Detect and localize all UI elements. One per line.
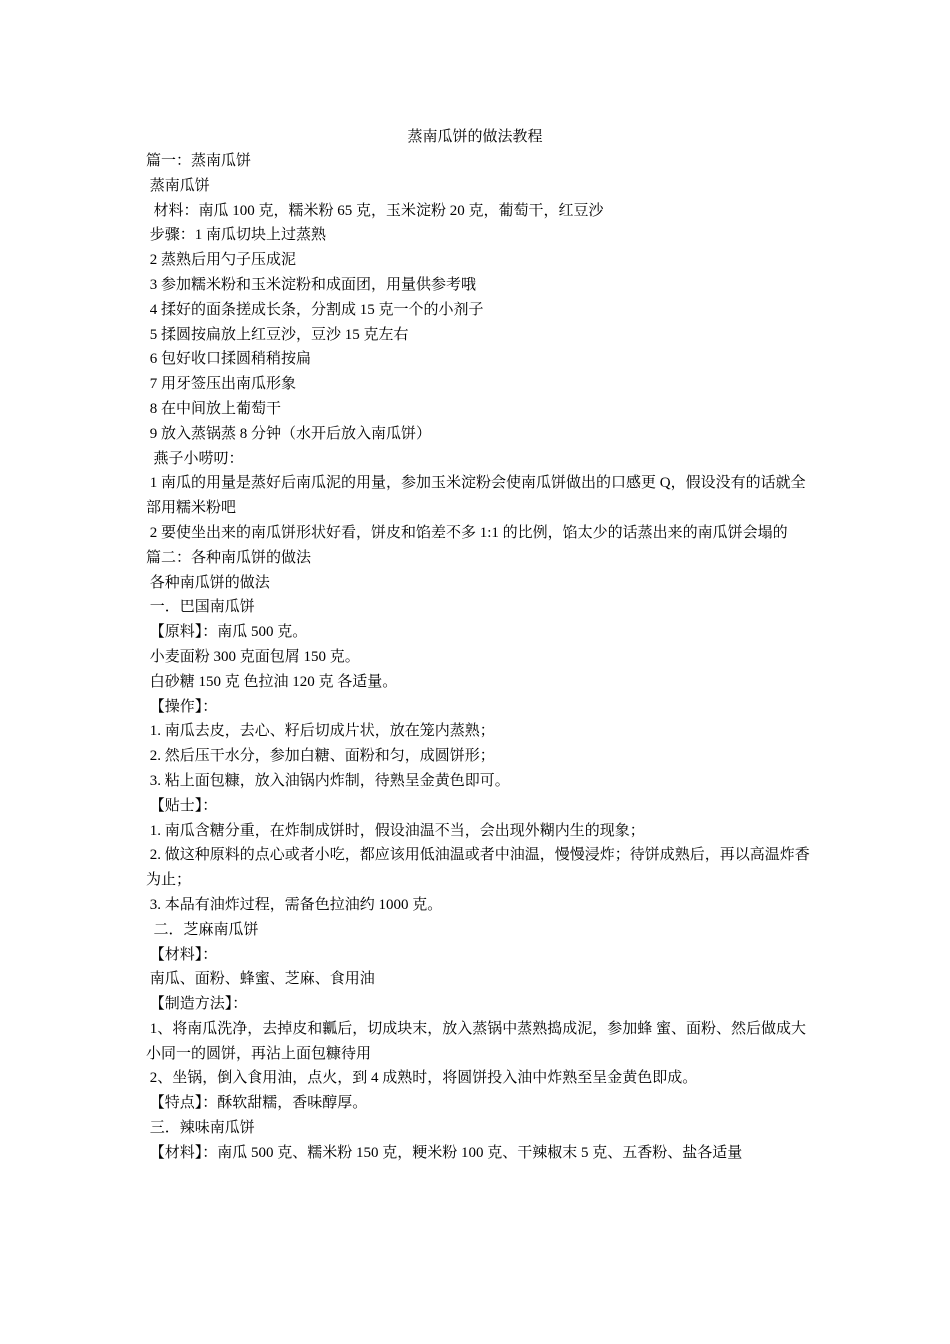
text-line: 【贴士】： (146, 797, 218, 814)
text-line: 【操作】： (146, 698, 218, 715)
text-line: 7 用牙签压出南瓜形象 (146, 376, 297, 393)
text-line: 篇二：各种南瓜饼的做法 (146, 549, 312, 566)
document-body (146, 149, 810, 1166)
text-line: 2、坐锅，倒入食用油，点火，到 4 成熟时，将圆饼投入油中炸熟至呈金黄色即成。 (146, 1070, 698, 1087)
text-line: 2 蒸熟后用勺子压成泥 (146, 252, 297, 269)
document-title: 蒸南瓜饼的做法教程 (407, 129, 543, 145)
text-line: 1. 南瓜去皮，去心、籽后切成片状，放在笼内蒸熟； (146, 723, 495, 740)
text-line: 南瓜、面粉、蜂蜜、芝麻、食用油 (146, 971, 375, 988)
text-line: 3 参加糯米粉和玉米淀粉和成面团，用量供参考哦 (146, 276, 477, 293)
text-line: 6 包好收口揉圆稍稍按扁 (146, 351, 312, 368)
text-line: 2 要使坐出来的南瓜饼形状好看，饼皮和馅差不多 1:1 的比例，馅太少的话蒸出来的南瓜饼会塌的 (146, 524, 788, 541)
text-line: 白砂糖 150 克 色拉油 120 克 各适量。 (146, 673, 398, 690)
text-line: 各种南瓜饼的做法 (146, 574, 270, 591)
text-line: 3. 本品有油炸过程，需备色拉油约 1000 克。 (146, 896, 443, 913)
text-line: 4 揉好的面条搓成长条，分割成 15 克一个的小剂子 (146, 301, 484, 318)
text-line: 1、将南瓜洗净，去掉皮和瓤后，切成块末，放入蒸锅中蒸熟捣成泥，参加蜂 蜜、面粉、然后做成大小同一的圆饼，再沾上面包糠待用 (146, 1020, 807, 1062)
text-line: 【材料】： (146, 946, 218, 963)
text-line: 【制造方法】： (146, 996, 248, 1013)
text-line: 【材料】：南瓜 500 克、糯米粉 150 克，粳米粉 100 克、干辣椒末 5 克、五香粉、盐各适量 (146, 1144, 743, 1161)
text-line: 【原料】：南瓜 500 克。 (146, 624, 308, 641)
text-line: 三．辣味南瓜饼 (146, 1120, 255, 1137)
text-line: 1. 南瓜含糖分重，在炸制成饼时，假设油温不当，会出现外糊内生的现象； (146, 822, 645, 839)
text-line: 燕子小唠叨： (146, 450, 244, 467)
text-line: 小麦面粉 300 克面包屑 150 克。 (146, 648, 360, 665)
text-line: 9 放入蒸锅蒸 8 分钟（水开后放入南瓜饼） (146, 425, 432, 442)
text-line: 二．芝麻南瓜饼 (146, 921, 259, 938)
text-line: 蒸南瓜饼 (146, 177, 210, 194)
text-line: 篇一：蒸南瓜饼 (146, 153, 252, 169)
text-line: 2. 做这种原料的点心或者小吃，都应该用低油温或者中油温，慢慢浸炸；待饼成熟后，再以高温炸香为止； (146, 847, 810, 889)
text-line: 1 南瓜的用量是蒸好后南瓜泥的用量，参加玉米淀粉会使南瓜饼做出的口感更 Q，假设没有的话就全部用糯米粉吧 (146, 475, 806, 517)
text-line: 【特点】：酥软甜糯，香味醇厚。 (146, 1095, 368, 1112)
text-line: 2. 然后压干水分，参加白糖、面粉和匀，成圆饼形； (146, 748, 495, 765)
text-line: 步骤：1 南瓜切块上过蒸熟 (146, 227, 327, 244)
text-line: 一．巴国南瓜饼 (146, 599, 255, 616)
text-line: 3. 粘上面包糠，放入油锅内炸制，待熟呈金黄色即可。 (146, 772, 510, 789)
text-line: 材料：南瓜 100 克，糯米粉 65 克，玉米淀粉 20 克，葡萄干，红豆沙 (146, 202, 604, 219)
text-line: 8 在中间放上葡萄干 (146, 400, 282, 417)
text-line: 5 揉圆按扁放上红豆沙，豆沙 15 克左右 (146, 326, 409, 343)
